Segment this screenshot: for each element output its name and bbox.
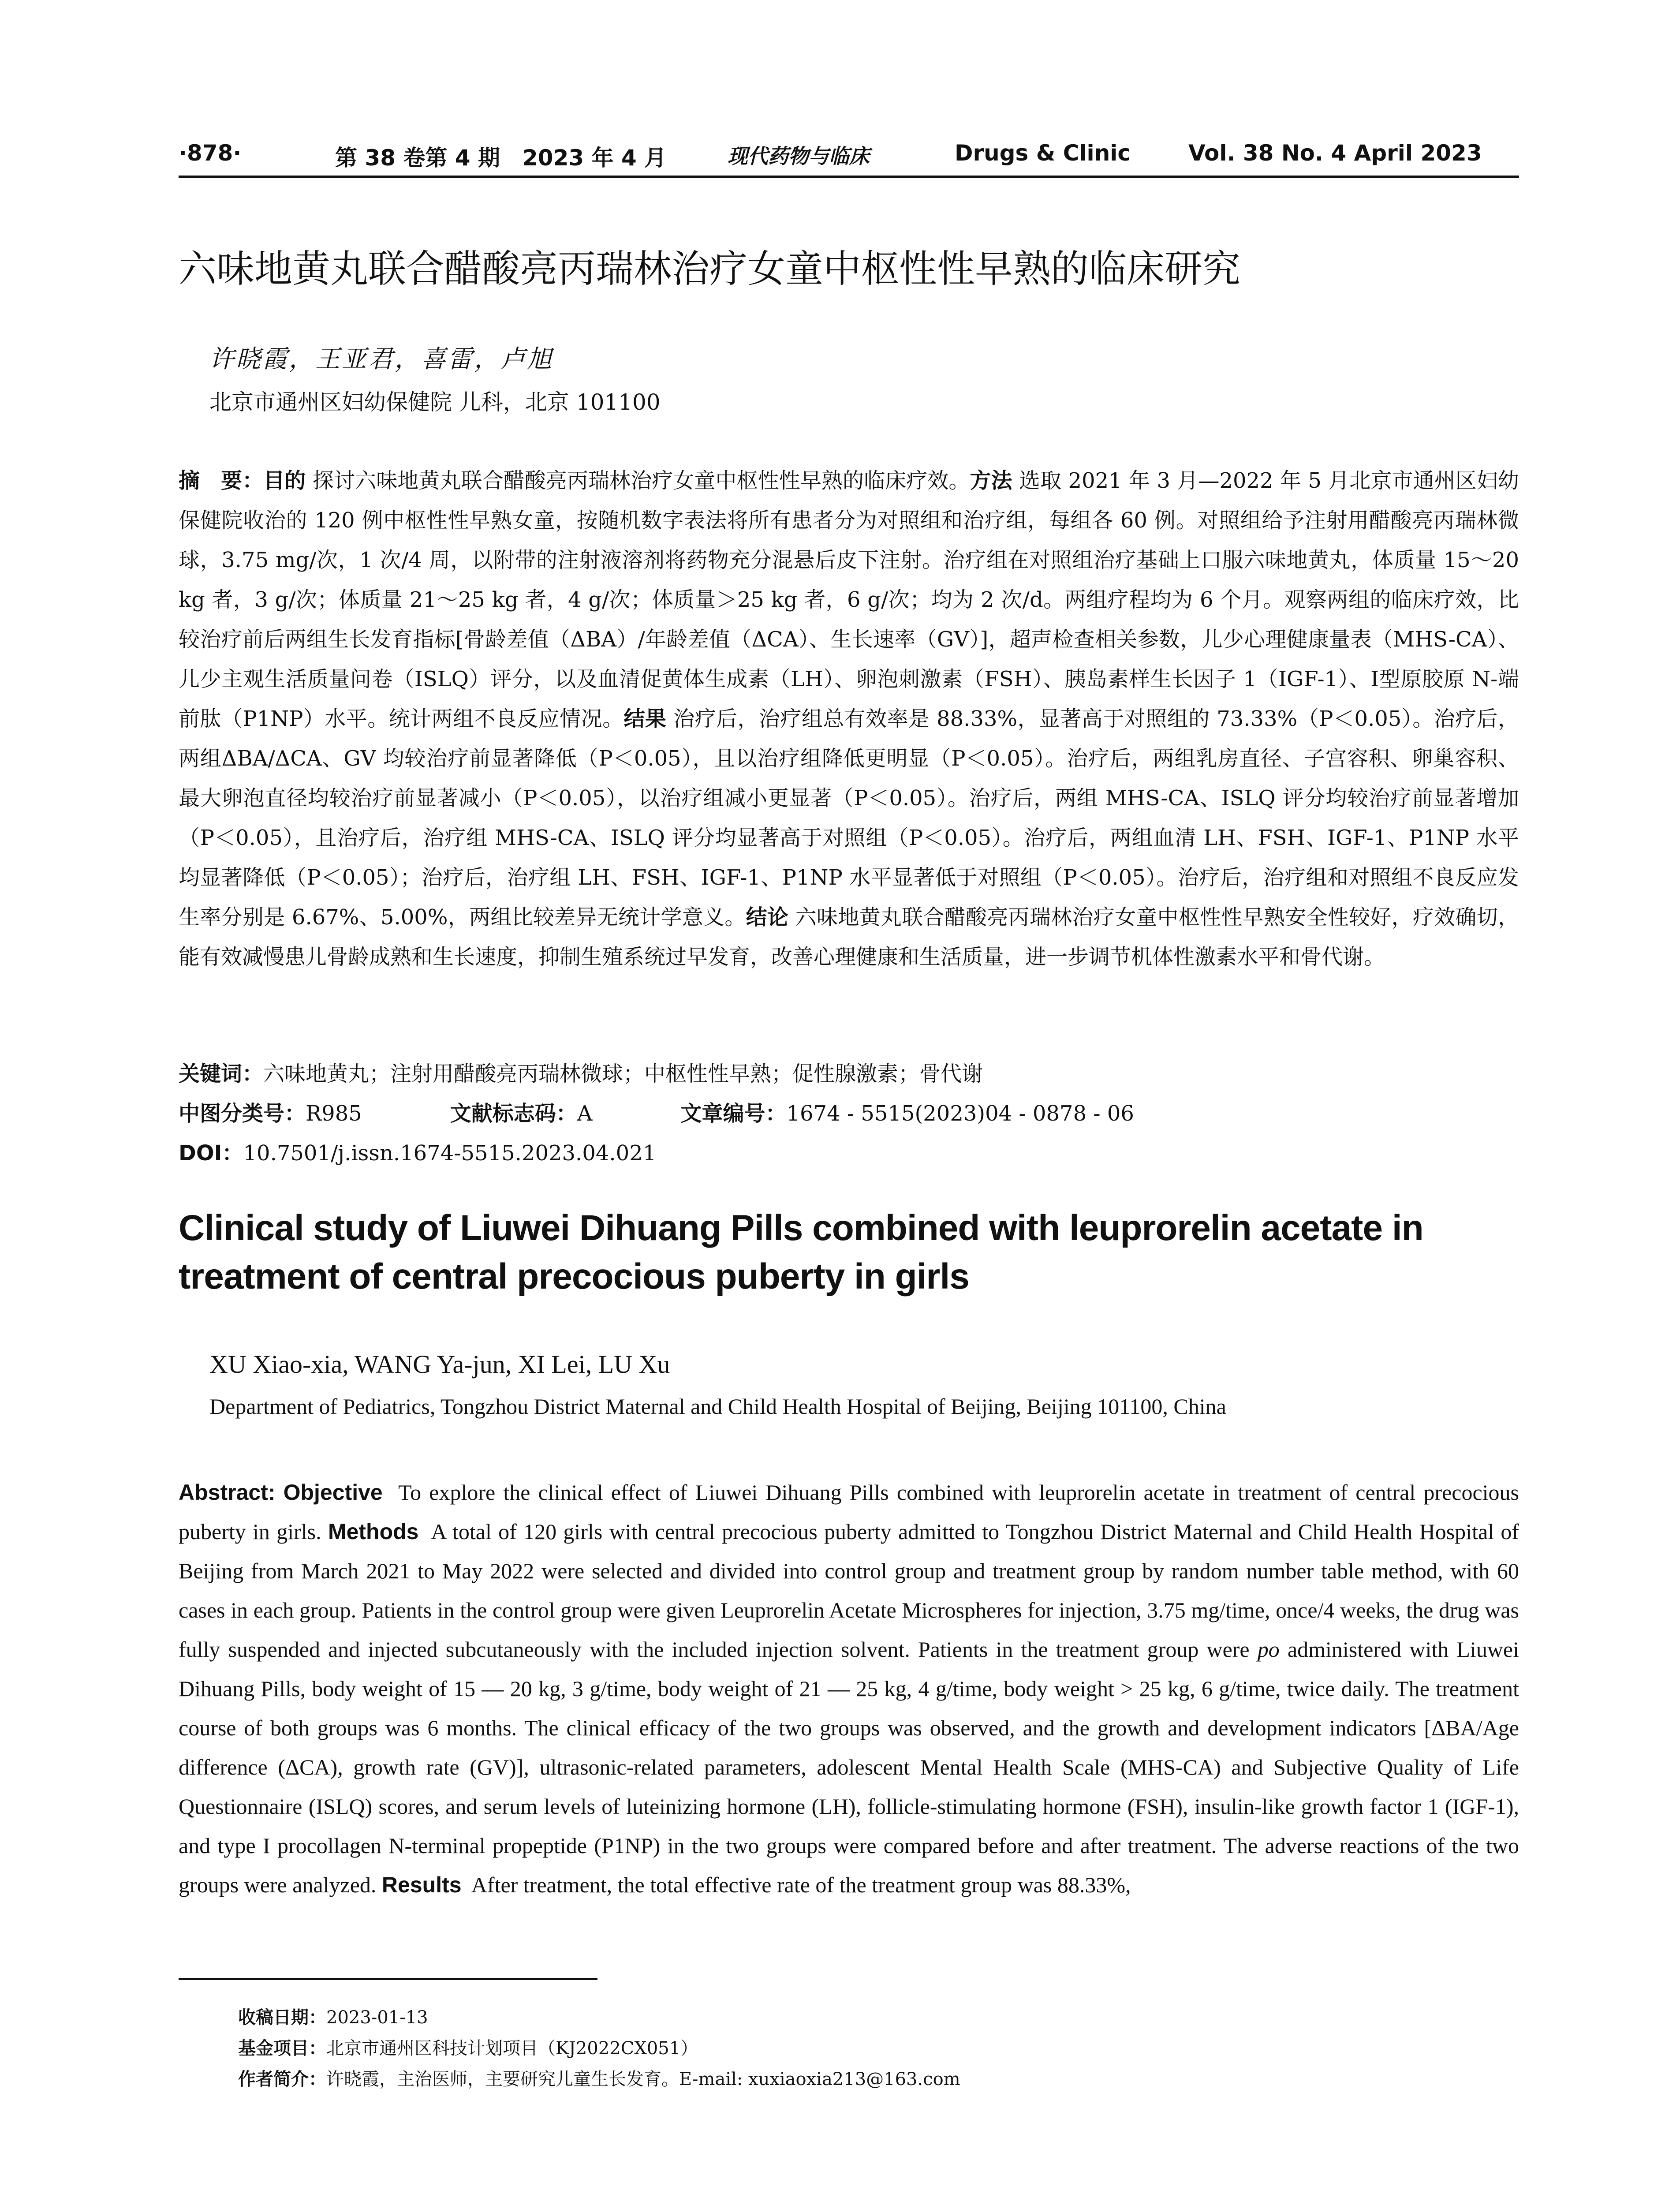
results-text-cn: 治疗后，治疗组总有效率是 88.33%，显著高于对照组的 73.33%（P＜0.05）。治疗后，两组ΔBA/ΔCA、GV 均较治疗前显著降低（P＜0.05），且以治疗组降低更明显（P＜0.05）。治疗后，两组乳房直径、子宫容积、卵巢容积、最大卵泡直径均较治疗前显著减小（P＜0.05），以治疗组减小更显著（P＜0.05）。治疗后，两组 MHS-CA、ISLQ 评分均较治疗前显著增加（P＜0.05），且治疗后，治疗组 MHS-CA、ISLQ 评分均显著高于对照组（P＜0.05）。治疗后，两组血清 LH、FSH、IGF-1、P1NP 水平均显著降低（P＜0.05）；治疗后，治疗组 LH、FSH、IGF-1、P1NP 水平显著低于对照组（P＜0.05）。治疗后，治疗组和对照组不良反应发生率分别是 6.67%、5.00%，两组比较差异无统计学意义。	[179, 706, 1519, 930]
doi-label: DOI：	[179, 1141, 243, 1166]
abstract-label-en: Abstract:	[179, 1480, 276, 1505]
clc-value: R985	[306, 1101, 362, 1126]
conclusion-label-cn: 结论	[746, 905, 789, 930]
keywords: 六味地黄丸；注射用醋酸亮丙瑞林微球；中枢性性早熟；促性腺激素；骨代谢	[263, 1061, 983, 1086]
article-number-value: 1674 - 5515(2023)04 - 0878 - 06	[786, 1101, 1134, 1126]
article-title-en: Clinical study of Liuwei Dihuang Pills combined with leuprorelin acetate in treatment of central precocious puberty in girls	[179, 1208, 1423, 1297]
results-label-en: Results	[381, 1872, 462, 1897]
fund-text: 北京市通州区科技计划项目（KJ2022CX051）	[326, 2038, 698, 2059]
methods-text-en-cont: administered with Liuwei Dihuang Pills, body weight of 15 — 20 kg, 3 g/time, body weight of 21 — 25 kg, 4 g/time, body weight > 25 kg, 6 g/time, twice daily. The treatment course of both groups was 6 months. The clinical efficacy of the two groups was observed, and the growth and development indicators [ΔBA/Age difference (ΔCA), growth rate (GV)], ultrasonic-related parameters, adolescent Mental Health Scale (MHS-CA) and Subjective Quality of Life Questionnaire (ISLQ) scores, and serum levels of luteinizing hormone (LH), follicle-stimulating hormone (FSH), insulin-like growth factor 1 (IGF-1), and type I procollagen N-terminal propeptide (P1NP) in the two groups were compared before and after treatment. The adverse reactions of the two groups were analyzed.	[179, 1637, 1519, 1897]
affiliation-cn: 北京市通州区妇幼保健院 儿科，北京 101100	[209, 389, 661, 415]
methods-label-en: Methods	[328, 1519, 419, 1544]
journal-name-en: Drugs & Clinic	[955, 140, 1131, 166]
keywords-line	[179, 1054, 1519, 1094]
results-text-en: After treatment, the total effective rate of the treatment group was 88.33%,	[471, 1872, 1131, 1897]
fund-line	[238, 2033, 1473, 2064]
fund-label: 基金项目：	[238, 2038, 326, 2059]
date-cn: 2023 年 4 月	[523, 145, 667, 171]
footnote-rule	[179, 1978, 597, 1980]
affiliation-en: Department of Pediatrics, Tongzhou District Maternal and Child Health Hospital of Beijing, Beijing 101100, China	[209, 1394, 1226, 1419]
article-title-cn: 六味地黄丸联合醋酸亮丙瑞林治疗女童中枢性性早熟的临床研究	[179, 247, 1240, 291]
conclusion-text-cn: 六味地黄丸联合醋酸亮丙瑞林治疗女童中枢性性早熟安全性较好，疗效确切，能有效减慢患儿骨龄成熟和生长速度，抑制生殖系统过早发育，改善心理健康和生活质量，进一步调节机体性激素水平和骨代谢。	[179, 905, 1519, 969]
abstract-cn	[179, 461, 1519, 977]
authors-cn: 许晓霞，王亚君，喜雷，卢旭	[209, 345, 553, 374]
methods-text-cn: 选取 2021 年 3 月—2022 年 5 月北京市通州区妇幼保健院收治的 120 例中枢性性早熟女童，按随机数字表法将所有患者分为对照组和治疗组，每组各 60 例。对照组给予注射用醋酸亮丙瑞林微球，3.75 mg/次，1 次/4 周，以附带的注射液溶剂将药物充分混悬后皮下注射。治疗组在对照组治疗基础上口服六味地黄丸，体质量 15～20 kg 者，3 g/次；体质量 21～25 kg 者，4 g/次；体质量＞25 kg 者，6 g/次；均为 2 次/d。两组疗程均为 6 个月。观察两组的临床疗效，比较治疗前后两组生长发育指标[骨龄差值（ΔBA）/年龄差值（ΔCA）、生长速率（GV）]，超声检查相关参数，儿少心理健康量表（MHS-CA）、儿少主观生活质量问卷（ISLQ）评分，以及血清促黄体生成素（LH）、卵泡刺激素（FSH）、胰岛素样生长因子 1（IGF-1）、Ⅰ型原胶原 N-端前肽（P1NP）水平。统计两组不良反应情况。	[179, 468, 1519, 731]
doi-line	[179, 1133, 1519, 1173]
objective-label-cn: 目的	[263, 468, 306, 493]
methods-text-en: A total of 120 girls with central precocious puberty admitted to Tongzhou District Maternal and Child Health Hospital of Beijing from March 2021 to May 2022 were selected and divided into control group and treatment group by random number table method, with 60 cases in each group. Patients in the control group were given Leuprorelin Acetate Microspheres for injection, 3.75 mg/time, once/4 weeks, the drug was fully suspended and injected subcutaneously with the included injection solvent. Patients in the treatment group were	[179, 1519, 1519, 1662]
doi-value: 10.7501/j.issn.1674-5515.2023.04.021	[243, 1141, 657, 1166]
issue-en: Vol. 38 No. 4 April 2023	[1188, 140, 1482, 166]
article-number-label: 文章编号：	[680, 1101, 787, 1126]
author-bio-text: 许晓霞，主治医师，主要研究儿童生长发育。E-mail: xuxiaoxia213@163.com	[326, 2069, 960, 2089]
page-number: ·878·	[179, 140, 242, 166]
methods-po: po	[1257, 1637, 1280, 1662]
abstract-label-cn: 摘 要：	[179, 468, 264, 493]
clc-label: 中图分类号：	[179, 1101, 306, 1126]
objective-text-cn: 探讨六味地黄丸联合醋酸亮丙瑞林治疗女童中枢性性早熟的临床疗效。	[312, 468, 970, 493]
doc-code-value: A	[577, 1101, 593, 1126]
doc-code-label: 文献标志码：	[450, 1101, 577, 1126]
received-label: 收稿日期：	[238, 2007, 326, 2028]
issue-cn: 第 38 卷第 4 期	[335, 145, 500, 171]
author-bio-label: 作者简介：	[238, 2069, 326, 2089]
received-date: 2023-01-13	[326, 2007, 428, 2028]
author-bio-line	[238, 2064, 1473, 2095]
keywords-label: 关键词：	[179, 1061, 264, 1086]
objective-text-en: To explore the clinical effect of Liuwei Dihuang Pills combined with leuprorelin acetate in treatment of central precocious puberty in girls.	[179, 1480, 1519, 1544]
footnotes	[238, 2002, 1473, 2095]
running-header	[179, 140, 1519, 178]
classification-line	[179, 1094, 1519, 1133]
authors-en: XU Xiao-xia, WANG Ya-jun, XI Lei, LU Xu	[209, 1350, 670, 1379]
methods-label-cn: 方法	[970, 468, 1012, 493]
abstract-en	[179, 1473, 1519, 1905]
objective-label-en: Objective	[283, 1480, 383, 1505]
received-line	[238, 2002, 1473, 2033]
results-label-cn: 结果	[623, 706, 667, 731]
journal-name-cn: 现代药物与临床	[728, 144, 870, 168]
